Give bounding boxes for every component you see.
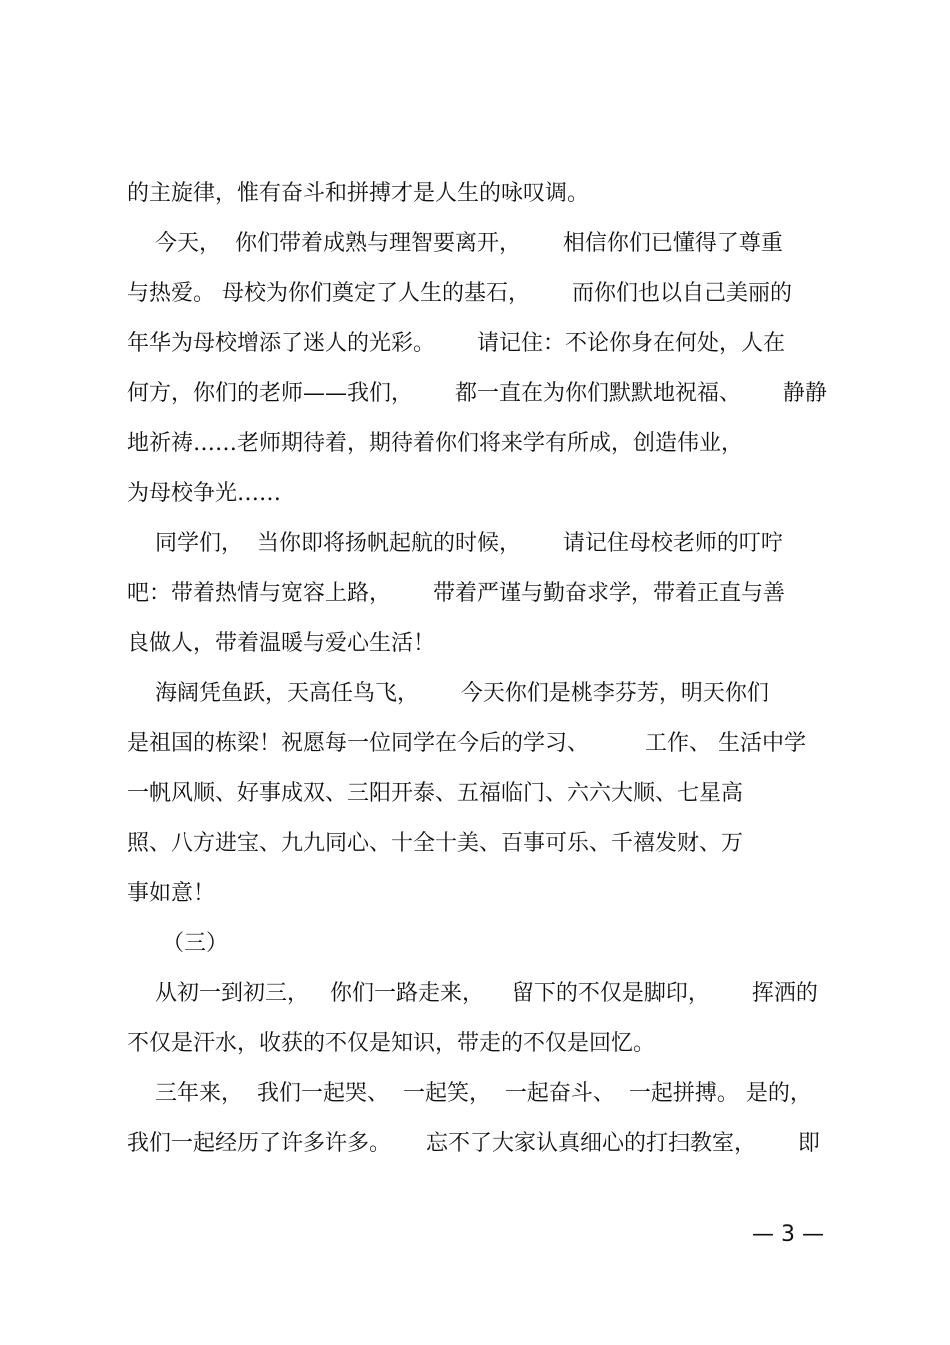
- text-line: 为母校争光……: [127, 481, 282, 506]
- text-line: 的主旋律，惟有奋斗和拼搏才是人生的咏叹调。: [127, 181, 590, 206]
- text-line: 我们一起经历了许多许多。 忘不了大家认真细心的打扫教室， 即: [127, 1131, 820, 1156]
- text-line: 同学们， 当你即将扬帆起航的时候， 请记住母校老师的叮咛: [127, 531, 783, 556]
- text-line: 地祈祷……老师期待着，期待着你们将来学有所成，创造伟业，: [127, 431, 744, 456]
- text-line: 从初一到初三， 你们一路走来， 留下的不仅是脚印， 挥洒的: [127, 981, 818, 1006]
- text-line: 吧：带着热情与宽容上路， 带着严谨与勤奋求学，带着正直与善: [127, 581, 785, 606]
- text-line: 三年来， 我们一起哭、 一起笑， 一起奋斗、 一起拼搏。 是的，: [127, 1081, 812, 1106]
- text-line: 年华为母校增添了迷人的光彩。 请记住：不论你身在何处，人在: [127, 331, 785, 356]
- text-line: 与热爱。 母校为你们奠定了人生的基石， 而你们也以自己美丽的: [127, 281, 792, 306]
- text-line: 不仅是汗水，收获的不仅是知识，带走的不仅是回忆。: [127, 1031, 656, 1056]
- page-number: — 3 —: [752, 1222, 824, 1247]
- text-line: 何方，你们的老师——我们， 都一直在为你们默默地祝福、 静静: [127, 381, 827, 406]
- text-line: 海阔凭鱼跃，天高任鸟飞， 今天你们是桃李芬芳，明天你们: [127, 681, 769, 706]
- text-line: 今天， 你们带着成熟与理智要离开， 相信你们已懂得了尊重: [127, 231, 783, 256]
- section-heading: （三）: [127, 931, 228, 956]
- text-line: 良做人，带着温暖与爱心生活！: [127, 631, 436, 656]
- text-line: 一帆风顺、好事成双、三阳开泰、五福临门、六六大顺、七星高: [127, 781, 744, 806]
- text-line: 照、八方进宝、九九同心、十全十美、百事可乐、千禧发财、万: [127, 831, 744, 856]
- text-line: 事如意！: [127, 881, 216, 906]
- text-line: 是祖国的栋梁！祝愿每一位同学在今后的学习、 工作、 生活中学: [127, 731, 806, 756]
